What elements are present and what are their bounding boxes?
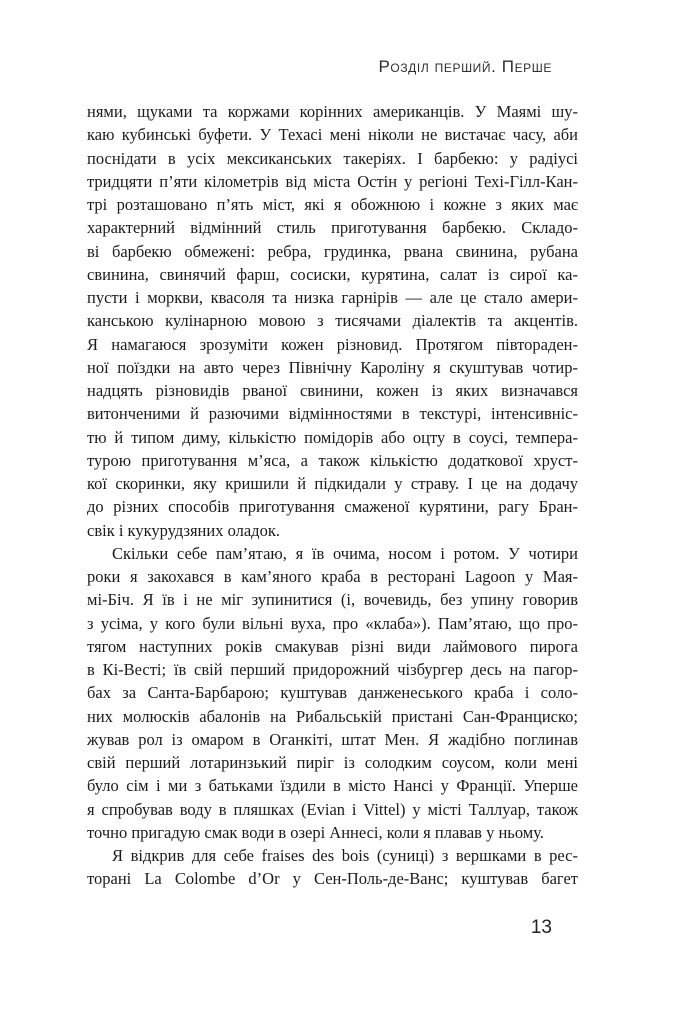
text-line: ної поїздки на авто через Північну Кароліну я скуштував чотир-	[87, 357, 578, 377]
text-line: тридцяти п’яти кілометрів від міста Остін у регіоні Техі-Гілл-Кан-	[87, 171, 578, 191]
body-text	[87, 100, 578, 891]
text-line: Я намагаюся зрозуміти кожен різновид. Протягом півтораден-	[87, 334, 578, 354]
text-line: свій перший лотаринзький пиріг із солодким соусом, коли мені	[87, 753, 578, 772]
page-number: 13	[530, 917, 552, 938]
text-line: нями, щуками та коржами корінних американців. У Маямі шу-	[87, 102, 578, 121]
text-line: роки я закохався в кам’яного краба в ресторані Lagoon у Мая-	[87, 567, 578, 586]
text-line: каю кубинські буфети. У Техасі мені ніколи не вистачає часу, аби	[87, 125, 578, 145]
text-line: свинина, свинячий фарш, сосиски, курятина, салат із сирої ка-	[87, 264, 578, 284]
paragraph	[87, 542, 578, 844]
text-line: пусти і моркви, квасоля та низка гарнірів — але це стало амери-	[87, 288, 578, 307]
text-line: мі-Біч. Я їв і не міг зупинитися (і, вочевидь, без упину говорив	[87, 590, 578, 610]
text-line: в Кі-Весті; їв свій перший придорожний чізбургер десь на пагор-	[87, 660, 578, 679]
text-line: з усіма, у кого були вільні вуха, про «клаба»). Пам’ятаю, що про-	[87, 613, 578, 633]
text-line: я спробував воду в пляшках (Evian і Vittel) у місті Таллуар, також	[87, 799, 578, 819]
text-line: надцять різновидів рваної свинини, кожен із яких визначався	[87, 381, 578, 400]
text-line: них молюсків абалонів на Рибальській пристані Сан-Франциско;	[87, 706, 578, 726]
text-line: точно пригадую смак води в озері Аннесі, коли я плавав у ньому.	[87, 822, 544, 842]
text-line: було сім і ми з батьками їздили в місто Нансі у Франції. Уперше	[87, 776, 578, 796]
text-line: Я відкрив для себе fraises des bois (суниці) з вершками в рес-	[112, 846, 578, 865]
text-line: трі розташовано п’ять міст, які я обожнюю і кожне з яких має	[87, 195, 578, 214]
text-line: канською кулінарною мовою з тисячами діалектів та акцентів.	[87, 311, 578, 331]
text-line: тю й типом диму, кількістю помідорів або оцту в соусі, темпера-	[87, 427, 578, 447]
text-line: витонченими й разючими відмінностями в текстурі, інтенсивніс-	[87, 404, 578, 424]
text-line: турою приготування м’яса, а також кількістю додаткової хруст-	[87, 450, 578, 470]
text-line: жував рол із омаром в Оганкіті, штат Мен. Я жадібно поглинав	[87, 729, 578, 749]
text-line: ві барбекю обмежені: ребра, грудинка, рвана свинина, рубана	[87, 241, 578, 261]
text-line: торані La Colombe d’Or у Сен-Поль-де-Ванс; куштував багет	[87, 869, 578, 889]
text-line: до різних способів приготування смаженої курятини, рагу Бран-	[87, 497, 578, 517]
paragraph	[87, 100, 578, 542]
text-line: кої скоринки, яку кришили й підкидали у страву. І це на додачу	[87, 474, 578, 493]
text-line: свік і кукурудзяних оладок.	[87, 520, 280, 540]
paragraph	[87, 844, 578, 891]
text-line: Скільки себе пам’ятаю, я їв очима, носом і ротом. У чотири	[112, 543, 578, 563]
running-head: Розділ перший. Перше	[378, 57, 552, 76]
text-line: тягом наступних років смакував різні види лаймового пирога	[87, 636, 578, 656]
text-line: бах за Санта-Барбарою; куштував данженеського краба і соло-	[87, 683, 578, 703]
text-line: характерний відмінний стиль приготування барбекю. Складо-	[87, 218, 578, 238]
text-line: поснідати в усіх мексиканських такеріях. І барбекю: у радіусі	[87, 148, 578, 168]
